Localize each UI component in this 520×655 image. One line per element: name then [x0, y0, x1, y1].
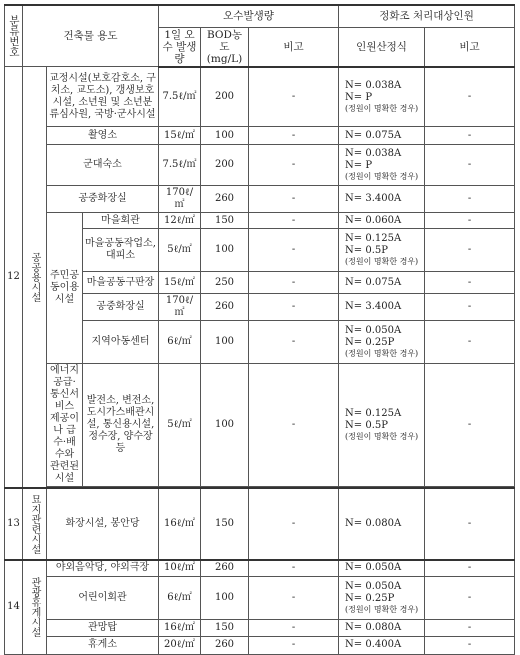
building-use-cell: 군대숙소: [47, 145, 159, 186]
group-name: 묘지관련시설: [23, 488, 47, 560]
building-use-cell: 마을공동작업소, 대피소: [83, 229, 159, 272]
formula-cell: N= 0.080A: [339, 619, 425, 636]
table-row: [5, 560, 515, 576]
flow-cell: 15ℓ/㎡: [159, 127, 201, 145]
table-row: [5, 364, 515, 487]
table-row: [5, 488, 515, 560]
formula-cell: N= 0.038A N= P (정원이 명확한 경우): [339, 145, 425, 186]
remarks2-cell: -: [425, 364, 515, 487]
bod-cell: 200: [201, 145, 249, 186]
building-use-cell: 화장시설, 봉안당: [47, 488, 159, 560]
bod-cell: 260: [201, 294, 249, 321]
group-number: 14: [5, 560, 23, 654]
septic-target-header: 정화조 처리대상인원: [339, 5, 515, 27]
flow-cell: 15ℓ/㎡: [159, 272, 201, 294]
remarks2-cell: -: [425, 213, 515, 229]
building-use-cell: 휴게소: [47, 636, 159, 654]
remarks2-cell: -: [425, 229, 515, 272]
table-row: [5, 127, 515, 145]
remarks-cell: -: [249, 145, 339, 186]
table-row: [5, 186, 515, 213]
remarks2-cell: -: [425, 145, 515, 186]
formula-header: 인원산정식: [339, 27, 425, 67]
building-use-cell: 교정시설(보호감호소, 구치소, 교도소), 갱생보호시설, 소년원 및 소년분류심사원, 국방·군사시설: [47, 67, 159, 127]
group-number: 12: [5, 67, 23, 489]
building-use-cell: 야외음악당, 야외극장: [47, 560, 159, 576]
bod-cell: 100: [201, 321, 249, 364]
formula-cell: N= 0.400A: [339, 636, 425, 654]
building-use-cell: 지역아동센터: [83, 321, 159, 364]
subgroup-name: 에너지 공급·통신서비스 제공이나 급수·배수와 관련된 시설: [47, 364, 83, 487]
remarks-cell: -: [249, 272, 339, 294]
sewage-table: [4, 4, 515, 655]
flow-cell: 7.5ℓ/㎡: [159, 67, 201, 127]
remarks2-header: 비고: [425, 27, 515, 67]
flow-cell: 16ℓ/㎡: [159, 619, 201, 636]
remarks-cell: -: [249, 186, 339, 213]
remarks-cell: -: [249, 576, 339, 619]
flow-cell: 7.5ℓ/㎡: [159, 145, 201, 186]
table-row: [5, 619, 515, 636]
formula-cell: N= 0.050A N= 0.25P (정원이 명확한 경우): [339, 321, 425, 364]
formula-cell: N= 3.400A: [339, 186, 425, 213]
building-use-cell: 어린이회관: [47, 576, 159, 619]
building-use-cell: 발전소, 변전소, 도시가스배관시설, 통신용시설, 정수장, 양수장 등: [83, 364, 159, 487]
formula-cell: N= 0.038A N= P (정원이 명확한 경우): [339, 67, 425, 127]
building-use-cell: 공중화장실: [47, 186, 159, 213]
bod-cell: 260: [201, 560, 249, 576]
formula-cell: N= 0.080A: [339, 488, 425, 560]
remarks-cell: -: [249, 294, 339, 321]
remarks2-cell: -: [425, 636, 515, 654]
building-use-cell: 관망탑: [47, 619, 159, 636]
building-use-cell: 마을회관: [83, 213, 159, 229]
flow-cell: 5ℓ/㎡: [159, 364, 201, 487]
bod-cell: 150: [201, 488, 249, 560]
remarks-cell: -: [249, 127, 339, 145]
remarks-cell: -: [249, 560, 339, 576]
formula-cell: N= 3.400A: [339, 294, 425, 321]
formula-cell: N= 0.125A N= 0.5P (정원이 명확한 경우): [339, 229, 425, 272]
table-row: [5, 213, 515, 229]
bod-cell: 260: [201, 636, 249, 654]
bod-header: BOD농도 (mg/L): [201, 27, 249, 67]
formula-cell: N= 0.075A: [339, 127, 425, 145]
building-use-cell: 마을공동구판장: [83, 272, 159, 294]
remarks2-cell: -: [425, 488, 515, 560]
group-number: 13: [5, 488, 23, 560]
remarks-cell: -: [249, 229, 339, 272]
table-row: [5, 636, 515, 654]
remarks2-cell: -: [425, 186, 515, 213]
remarks2-cell: -: [425, 272, 515, 294]
remarks-cell: -: [249, 67, 339, 127]
daily-sewage-header: 1일 오수 발생량: [159, 27, 201, 67]
bod-cell: 150: [201, 213, 249, 229]
remarks-cell: -: [249, 321, 339, 364]
group-name: 관광휴게시설: [23, 560, 47, 654]
bod-cell: 100: [201, 229, 249, 272]
flow-cell: 10ℓ/㎡: [159, 560, 201, 576]
formula-cell: N= 0.060A: [339, 213, 425, 229]
sewage-generation-header: 오수발생량: [159, 5, 339, 27]
flow-cell: 6ℓ/㎡: [159, 321, 201, 364]
remarks2-cell: -: [425, 294, 515, 321]
formula-cell: N= 0.075A: [339, 272, 425, 294]
formula-cell: N= 0.050A N= 0.25P (정원이 명확한 경우): [339, 576, 425, 619]
bod-cell: 150: [201, 619, 249, 636]
table-row: [5, 67, 515, 127]
remarks-cell: -: [249, 619, 339, 636]
remarks2-cell: -: [425, 576, 515, 619]
bod-cell: 100: [201, 127, 249, 145]
remarks2-cell: -: [425, 321, 515, 364]
flow-cell: 12ℓ/㎡: [159, 213, 201, 229]
category-number-header: 분류번호: [5, 5, 23, 67]
remarks-cell: -: [249, 213, 339, 229]
building-use-header: 건축물 용도: [23, 5, 159, 67]
building-use-cell: 촬영소: [47, 127, 159, 145]
bod-cell: 100: [201, 364, 249, 487]
flow-cell: 20ℓ/㎡: [159, 636, 201, 654]
remarks2-cell: -: [425, 560, 515, 576]
bod-cell: 200: [201, 67, 249, 127]
building-use-cell: 공중화장실: [83, 294, 159, 321]
bod-cell: 250: [201, 272, 249, 294]
remarks2-cell: -: [425, 67, 515, 127]
flow-cell: 6ℓ/㎡: [159, 576, 201, 619]
flow-cell: 170ℓ/㎡: [159, 294, 201, 321]
remarks2-cell: -: [425, 619, 515, 636]
bod-cell: 260: [201, 186, 249, 213]
table-row: [5, 145, 515, 186]
group-name: 공공용시설: [23, 67, 47, 489]
remarks-header: 비고: [249, 27, 339, 67]
remarks-cell: -: [249, 636, 339, 654]
flow-cell: 5ℓ/㎡: [159, 229, 201, 272]
formula-cell: N= 0.050A: [339, 560, 425, 576]
flow-cell: 16ℓ/㎡: [159, 488, 201, 560]
remarks2-cell: -: [425, 127, 515, 145]
bod-cell: 100: [201, 576, 249, 619]
table-row: [5, 576, 515, 619]
remarks-cell: -: [249, 488, 339, 560]
remarks-cell: -: [249, 364, 339, 487]
formula-cell: N= 0.125A N= 0.5P (정원이 명확한 경우): [339, 364, 425, 487]
flow-cell: 170ℓ/㎡: [159, 186, 201, 213]
subgroup-name: 주민공동이용시설: [47, 213, 83, 364]
